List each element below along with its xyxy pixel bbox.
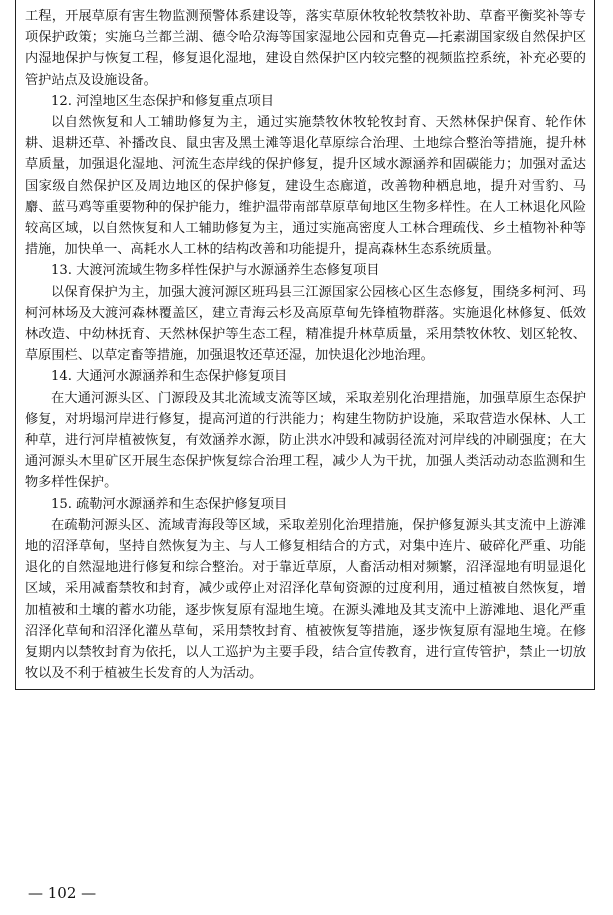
section-body-14: 在大通河源头区、门源段及其北流域支流等区域，采取差别化治理措施，加强草原生态保护修复，对坍塌河岸进行修复，提高河道的行洪能力；构建生物防护设施，采取营造水保林、人工种草，进行河岸植被恢复，有效涵养水源，防止洪水冲毁和减弱径流对河岸线的冲刷强度；在大通河源头木里矿区开展生态保护恢复综合治理工程，减少人为干扰，加强人类活动动态监测和生物多样性保护。 [25,390,586,491]
page-number: — 102 — [28,884,97,902]
content-box [15,0,595,690]
section-heading-15: 15. 疏勒河水源涵养和生态保护修复项目 [51,496,288,512]
section-body-13: 以保育保护为主，加强大渡河源区班玛县三江源国家公园核心区生态修复，围绕多柯河、玛柯河林场及大渡河森林覆盖区，建立青海云杉及高原草甸先锋植物群落。实施退化林修复、低效林改造、中幼林抚育、天然林保护等生态工程，精准提升林草质量，采用禁牧休牧、划区轮牧、草原围栏、以草定畜等措施，加强退牧还草还湿，加快退化沙地治理。 [25,284,586,364]
section-heading-12: 12. 河湟地区生态保护和修复重点项目 [51,93,274,109]
section-body-15: 在疏勒河源头区、流域青海段等区域，采取差别化治理措施，保护修复源头其支流中上游滩地的沼泽草甸，坚持自然恢复为主、与人工修复相结合的方式，对集中连片、破碎化严重、功能退化的自然湿地进行修复和综合整治。对于靠近草原，人畜活动相对频繁，沼泽湿地有明显退化区域，采用减畜禁牧和封育，减少或停止对沼泽化草甸资源的过度利用，通过植被自然恢复，增加植被和土壤的蓄水功能，逐步恢复原有湿地生境。在源头滩地及其支流中上游滩地、退化严重沼泽化草甸和沼泽化灌丛草甸，采用禁牧封育、植被恢复等措施，逐步恢复原有湿地生境。在修复期内以禁牧封育为依托，以人工巡护为主要手段，结合宣传教育，进行宣传管护，禁止一切放牧以及不利于植被生长发育的人为活动。 [25,517,586,682]
section-heading-13: 13. 大渡河流域生物多样性保护与水源涵养生态修复项目 [51,263,380,279]
paragraph-continuation: 工程，开展草原有害生物监测预警体系建设等，落实草原休牧轮牧禁牧补助、草畜平衡奖补等专项保护政策；实施乌兰都兰湖、德令哈尕海等国家湿地公园和克鲁克—托素湖国家级自然保护区内湿地保护与恢复工程，修复退化湿地，建设自然保护区内较完整的视频监控系统，补充必要的管护站点及设施设备。 [25,9,586,88]
section-body-12: 以自然恢复和人工辅助修复为主，通过实施禁牧休牧轮牧封育、天然林保护保育、轮作休耕、退耕还草、补播改良、鼠虫害及黑土滩等退化草原综合治理、土地综合整治等措施，提升林草质量，加强退化湿地、河流生态岸线的保护修复，提升区域水源涵养和固碳能力；加强对孟达国家级自然保护区及周边地区的保护修复，建设生态廊道，改善物种栖息地，提升对雪豹、马麝、蓝马鸡等重要物种的保护能力，维护温带南部草原草甸地区生物多样性。在人工林退化风险较高区域，以自然恢复和人工辅助修复为主，通过实施高密度人工林合理疏伐、乡土植物补种等措施，加快单一、高耗水人工林的结构改善和功能提升，提高森林生态系统质量。 [25,115,586,258]
section-heading-14: 14. 大通河水源涵养和生态保护修复项目 [51,369,288,385]
